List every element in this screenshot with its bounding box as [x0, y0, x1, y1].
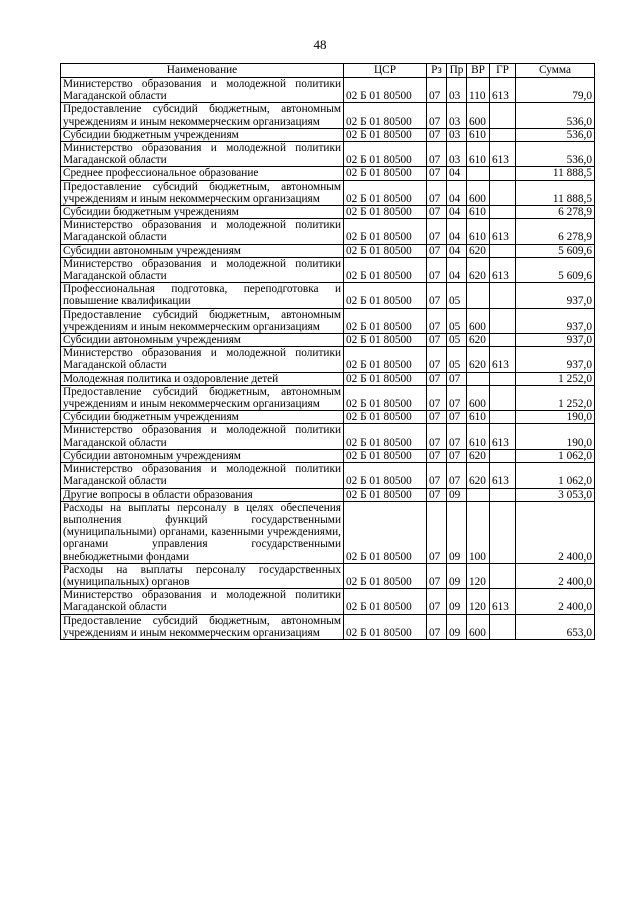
cell-sum: 1 062,0	[516, 449, 595, 462]
table-row	[61, 283, 595, 308]
cell-pr: 09	[447, 614, 467, 639]
cell-name: Субсидии бюджетным учреждениям	[61, 128, 344, 141]
cell-pr: 03	[447, 78, 467, 103]
cell-vr: 610	[467, 411, 490, 424]
cell-pr: 07	[447, 411, 467, 424]
table-row	[61, 463, 595, 488]
cell-name: Другие вопросы в области образования	[61, 488, 344, 501]
table-row	[61, 219, 595, 244]
header-csr: ЦСР	[344, 64, 427, 78]
cell-gr	[490, 244, 516, 257]
cell-name: Министерство образования и молодежной политики Магаданской области	[61, 424, 344, 449]
table-row	[61, 257, 595, 282]
cell-vr: 620	[467, 257, 490, 282]
budget-table	[60, 63, 595, 640]
cell-pr: 05	[447, 334, 467, 347]
table-row	[61, 103, 595, 128]
cell-vr: 610	[467, 219, 490, 244]
cell-name: Субсидии автономным учреждениям	[61, 449, 344, 462]
cell-csr: 02 Б 01 80500	[344, 449, 427, 462]
cell-rz: 07	[427, 78, 447, 103]
cell-name: Профессиональная подготовка, переподготовка и повышение квалификации	[61, 283, 344, 308]
cell-vr: 600	[467, 308, 490, 333]
cell-pr: 04	[447, 257, 467, 282]
cell-vr: 620	[467, 347, 490, 372]
table-row	[61, 167, 595, 180]
table-row	[61, 411, 595, 424]
cell-rz: 07	[427, 488, 447, 501]
cell-gr	[490, 411, 516, 424]
cell-rz: 07	[427, 128, 447, 141]
cell-csr: 02 Б 01 80500	[344, 167, 427, 180]
cell-rz: 07	[427, 424, 447, 449]
cell-rz: 07	[427, 334, 447, 347]
cell-pr: 07	[447, 449, 467, 462]
cell-csr: 02 Б 01 80500	[344, 128, 427, 141]
cell-vr: 600	[467, 614, 490, 639]
cell-vr: 610	[467, 206, 490, 219]
table-row	[61, 424, 595, 449]
cell-csr: 02 Б 01 80500	[344, 614, 427, 639]
cell-pr: 03	[447, 142, 467, 167]
cell-rz: 07	[427, 103, 447, 128]
header-vr: ВР	[467, 64, 490, 78]
cell-vr: 120	[467, 563, 490, 588]
cell-csr: 02 Б 01 80500	[344, 257, 427, 282]
cell-rz: 07	[427, 283, 447, 308]
cell-name: Среднее профессиональное образование	[61, 167, 344, 180]
table-row	[61, 334, 595, 347]
cell-csr: 02 Б 01 80500	[344, 488, 427, 501]
header-sum: Сумма	[516, 64, 595, 78]
cell-sum: 2 400,0	[516, 563, 595, 588]
cell-name: Предоставление субсидий бюджетным, автономным учреждениям и иным некоммерческим организациям	[61, 103, 344, 128]
cell-vr: 620	[467, 449, 490, 462]
cell-pr: 04	[447, 206, 467, 219]
cell-pr: 07	[447, 385, 467, 410]
cell-gr	[490, 206, 516, 219]
header-gr: ГР	[490, 64, 516, 78]
cell-gr	[490, 563, 516, 588]
cell-rz: 07	[427, 463, 447, 488]
cell-csr: 02 Б 01 80500	[344, 334, 427, 347]
cell-gr	[490, 501, 516, 563]
table-row	[61, 563, 595, 588]
cell-gr: 613	[490, 257, 516, 282]
cell-sum: 79,0	[516, 78, 595, 103]
cell-csr: 02 Б 01 80500	[344, 283, 427, 308]
table-row	[61, 589, 595, 614]
table-row	[61, 308, 595, 333]
cell-gr	[490, 385, 516, 410]
cell-gr	[490, 334, 516, 347]
cell-csr: 02 Б 01 80500	[344, 142, 427, 167]
header-pr: Пр	[447, 64, 467, 78]
cell-rz: 07	[427, 347, 447, 372]
cell-csr: 02 Б 01 80500	[344, 463, 427, 488]
cell-sum: 190,0	[516, 411, 595, 424]
cell-pr: 07	[447, 372, 467, 385]
cell-sum: 11 888,5	[516, 180, 595, 205]
cell-rz: 07	[427, 257, 447, 282]
cell-gr	[490, 180, 516, 205]
cell-pr: 05	[447, 308, 467, 333]
cell-pr: 07	[447, 463, 467, 488]
cell-gr: 613	[490, 219, 516, 244]
table-row	[61, 180, 595, 205]
cell-rz: 07	[427, 244, 447, 257]
cell-name: Министерство образования и молодежной политики Магаданской области	[61, 257, 344, 282]
cell-rz: 07	[427, 308, 447, 333]
cell-rz: 07	[427, 142, 447, 167]
cell-name: Министерство образования и молодежной политики Магаданской области	[61, 219, 344, 244]
cell-sum: 5 609,6	[516, 244, 595, 257]
cell-sum: 190,0	[516, 424, 595, 449]
table-row	[61, 142, 595, 167]
cell-gr: 613	[490, 424, 516, 449]
table-row	[61, 449, 595, 462]
cell-gr: 613	[490, 142, 516, 167]
cell-csr: 02 Б 01 80500	[344, 244, 427, 257]
cell-vr: 620	[467, 463, 490, 488]
cell-vr: 600	[467, 103, 490, 128]
cell-vr	[467, 283, 490, 308]
cell-pr: 05	[447, 347, 467, 372]
cell-vr	[467, 488, 490, 501]
table-row	[61, 488, 595, 501]
cell-csr: 02 Б 01 80500	[344, 219, 427, 244]
cell-sum: 6 278,9	[516, 219, 595, 244]
cell-gr	[490, 283, 516, 308]
page-number: 48	[313, 37, 327, 52]
cell-vr: 620	[467, 244, 490, 257]
cell-sum: 1 252,0	[516, 372, 595, 385]
cell-sum: 2 400,0	[516, 589, 595, 614]
cell-csr: 02 Б 01 80500	[344, 424, 427, 449]
cell-csr: 02 Б 01 80500	[344, 78, 427, 103]
cell-pr: 04	[447, 244, 467, 257]
cell-rz: 07	[427, 372, 447, 385]
cell-csr: 02 Б 01 80500	[344, 385, 427, 410]
table-row	[61, 244, 595, 257]
cell-pr: 03	[447, 128, 467, 141]
cell-vr: 600	[467, 180, 490, 205]
cell-sum: 3 053,0	[516, 488, 595, 501]
cell-pr: 03	[447, 103, 467, 128]
cell-pr: 09	[447, 563, 467, 588]
cell-gr	[490, 103, 516, 128]
cell-sum: 536,0	[516, 103, 595, 128]
cell-pr: 04	[447, 219, 467, 244]
cell-name: Предоставление субсидий бюджетным, автономным учреждениям и иным некоммерческим организациям	[61, 614, 344, 639]
header-rz: Рз	[427, 64, 447, 78]
cell-name: Молодежная политика и оздоровление детей	[61, 372, 344, 385]
cell-csr: 02 Б 01 80500	[344, 347, 427, 372]
cell-name: Министерство образования и молодежной политики Магаданской области	[61, 142, 344, 167]
cell-name: Субсидии бюджетным учреждениям	[61, 411, 344, 424]
cell-gr	[490, 488, 516, 501]
cell-gr	[490, 128, 516, 141]
cell-vr: 620	[467, 334, 490, 347]
table-row	[61, 614, 595, 639]
cell-name: Министерство образования и молодежной политики Магаданской области	[61, 78, 344, 103]
table-header-row	[61, 64, 595, 78]
cell-csr: 02 Б 01 80500	[344, 563, 427, 588]
cell-sum: 6 278,9	[516, 206, 595, 219]
cell-vr: 610	[467, 128, 490, 141]
cell-name: Министерство образования и молодежной политики Магаданской области	[61, 347, 344, 372]
cell-name: Субсидии автономным учреждениям	[61, 334, 344, 347]
cell-gr	[490, 372, 516, 385]
cell-rz: 07	[427, 206, 447, 219]
table-row	[61, 206, 595, 219]
table-row	[61, 501, 595, 563]
cell-name: Предоставление субсидий бюджетным, автономным учреждениям и иным некоммерческим организациям	[61, 308, 344, 333]
cell-sum: 937,0	[516, 347, 595, 372]
cell-sum: 937,0	[516, 308, 595, 333]
cell-pr: 09	[447, 501, 467, 563]
cell-csr: 02 Б 01 80500	[344, 411, 427, 424]
cell-vr	[467, 372, 490, 385]
table-body	[61, 78, 595, 640]
cell-rz: 07	[427, 501, 447, 563]
cell-pr: 05	[447, 283, 467, 308]
cell-sum: 536,0	[516, 128, 595, 141]
cell-vr: 120	[467, 589, 490, 614]
cell-rz: 07	[427, 589, 447, 614]
table-row	[61, 385, 595, 410]
cell-rz: 07	[427, 219, 447, 244]
cell-vr: 610	[467, 142, 490, 167]
cell-name: Субсидии автономным учреждениям	[61, 244, 344, 257]
cell-vr: 110	[467, 78, 490, 103]
cell-csr: 02 Б 01 80500	[344, 589, 427, 614]
cell-rz: 07	[427, 385, 447, 410]
table-row	[61, 347, 595, 372]
cell-gr: 613	[490, 78, 516, 103]
cell-gr: 613	[490, 589, 516, 614]
cell-sum: 937,0	[516, 334, 595, 347]
cell-gr	[490, 614, 516, 639]
cell-rz: 07	[427, 167, 447, 180]
cell-name: Министерство образования и молодежной политики Магаданской области	[61, 589, 344, 614]
cell-name: Предоставление субсидий бюджетным, автономным учреждениям и иным некоммерческим организациям	[61, 180, 344, 205]
cell-sum: 11 888,5	[516, 167, 595, 180]
cell-csr: 02 Б 01 80500	[344, 206, 427, 219]
cell-gr: 613	[490, 463, 516, 488]
cell-name: Министерство образования и молодежной политики Магаданской области	[61, 463, 344, 488]
cell-vr: 610	[467, 424, 490, 449]
cell-csr: 02 Б 01 80500	[344, 103, 427, 128]
cell-gr: 613	[490, 347, 516, 372]
cell-name: Предоставление субсидий бюджетным, автономным учреждениям и иным некоммерческим организациям	[61, 385, 344, 410]
cell-sum: 2 400,0	[516, 501, 595, 563]
table-row	[61, 78, 595, 103]
cell-gr	[490, 167, 516, 180]
table-row	[61, 128, 595, 141]
cell-rz: 07	[427, 411, 447, 424]
cell-sum: 653,0	[516, 614, 595, 639]
cell-pr: 09	[447, 488, 467, 501]
cell-rz: 07	[427, 449, 447, 462]
cell-vr: 100	[467, 501, 490, 563]
cell-rz: 07	[427, 563, 447, 588]
cell-pr: 04	[447, 180, 467, 205]
cell-sum: 1 252,0	[516, 385, 595, 410]
cell-sum: 536,0	[516, 142, 595, 167]
cell-sum: 5 609,6	[516, 257, 595, 282]
cell-csr: 02 Б 01 80500	[344, 180, 427, 205]
cell-csr: 02 Б 01 80500	[344, 372, 427, 385]
cell-csr: 02 Б 01 80500	[344, 308, 427, 333]
cell-vr: 600	[467, 385, 490, 410]
cell-name: Расходы на выплаты персоналу в целях обеспечения выполнения функций государственными (муниципальными) органами, казенными учреждениями, органами управления государственными внебюджетными фондами	[61, 501, 344, 563]
cell-gr	[490, 449, 516, 462]
cell-rz: 07	[427, 614, 447, 639]
cell-gr	[490, 308, 516, 333]
cell-rz: 07	[427, 180, 447, 205]
cell-pr: 04	[447, 167, 467, 180]
cell-name: Субсидии бюджетным учреждениям	[61, 206, 344, 219]
cell-pr: 09	[447, 589, 467, 614]
cell-csr: 02 Б 01 80500	[344, 501, 427, 563]
header-name: Наименование	[61, 64, 344, 78]
cell-vr	[467, 167, 490, 180]
table-row	[61, 372, 595, 385]
cell-name: Расходы на выплаты персоналу государственных (муниципальных) органов	[61, 563, 344, 588]
cell-sum: 937,0	[516, 283, 595, 308]
cell-sum: 1 062,0	[516, 463, 595, 488]
cell-pr: 07	[447, 424, 467, 449]
